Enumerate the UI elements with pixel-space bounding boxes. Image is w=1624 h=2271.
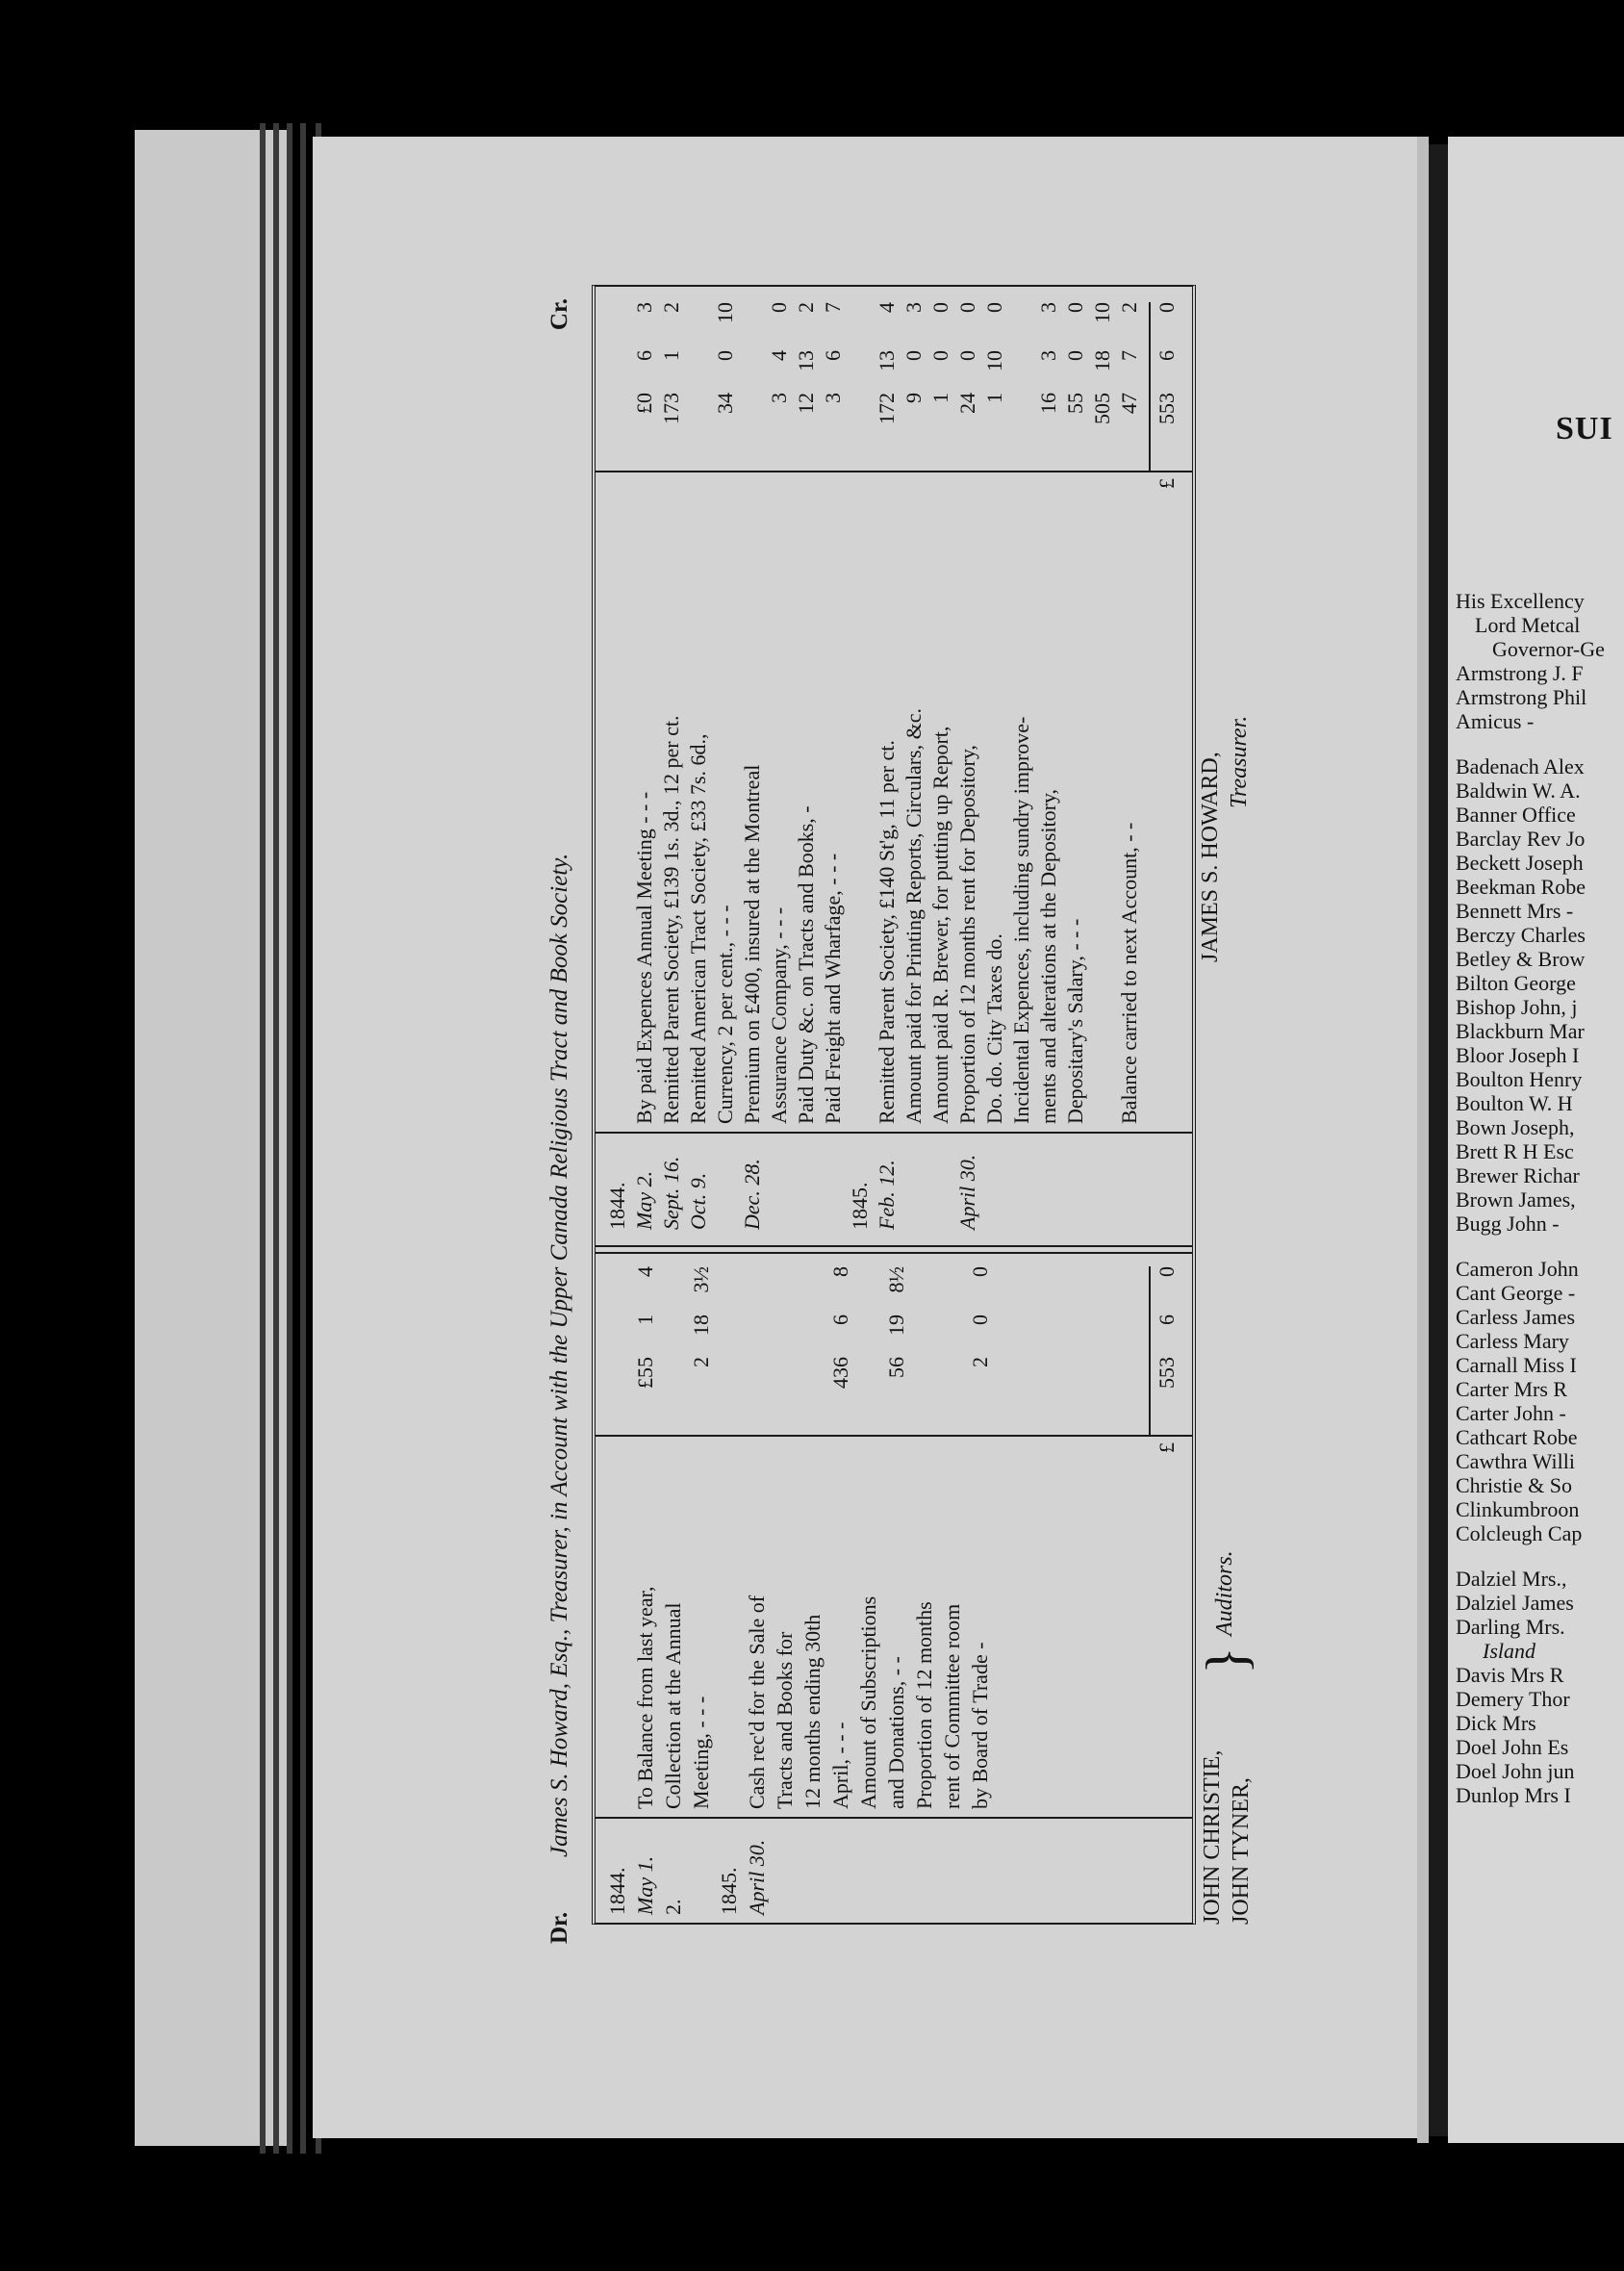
statement-heading: James S. Howard, Esq., Treasurer, in Account with the Upper Canada Religious Tract and Book Society. xyxy=(546,853,572,1857)
dr-label: Dr. xyxy=(546,1911,572,1944)
entry-description: Collection at the Annual xyxy=(661,1602,685,1809)
entry-shillings: 13 xyxy=(875,350,899,371)
subscriber-entry: Dunlop Mrs I xyxy=(1456,1783,1571,1807)
entry-description: Proportion of 12 months rent for Depository, xyxy=(955,745,979,1124)
subscriber-entry: Bilton George xyxy=(1456,971,1576,995)
entry-pence: 4 xyxy=(633,1266,657,1277)
entry-pounds: 56 xyxy=(884,1357,908,1378)
subscriber-entry: Armstrong Phil xyxy=(1456,685,1587,709)
subscriber-entry: Darling Mrs. xyxy=(1456,1615,1565,1639)
subscriber-entry: Carter John - xyxy=(1456,1401,1566,1425)
entry-date: May 2. xyxy=(632,1170,656,1230)
subscriber-entry: Carless Mary xyxy=(1456,1329,1569,1353)
entry-shillings: 0 xyxy=(928,350,952,361)
entry-shillings: 13 xyxy=(794,350,818,371)
entry-shillings: 0 xyxy=(955,350,979,361)
entry-shillings: 7 xyxy=(1117,350,1141,361)
subscriber-entry: Banner Office xyxy=(1456,803,1576,827)
ledger-total xyxy=(1153,1259,1181,1923)
entry-shillings: 1 xyxy=(633,1314,657,1325)
list-gap xyxy=(1456,733,1624,754)
entry-date: 2. xyxy=(661,1899,685,1915)
entry-pence: 2 xyxy=(794,302,818,313)
entry-date: 1844. xyxy=(605,1182,629,1230)
entry-pounds: £55 xyxy=(633,1357,657,1389)
entry-pounds: 1 xyxy=(928,393,952,403)
entry-description: and Donations, - - xyxy=(884,1656,908,1809)
entry-pence: 0 xyxy=(955,302,979,313)
entry-shillings: 6 xyxy=(632,350,656,361)
entry-pence: 3 xyxy=(632,302,656,313)
subscriber-entry: Clinkumbroon xyxy=(1456,1497,1580,1521)
entry-description: Amount paid R. Brewer, for putting up Report, xyxy=(928,726,952,1124)
total-pound-sign: £ xyxy=(1155,1442,1179,1453)
entry-pence: 8 xyxy=(828,1266,852,1277)
subscriber-entry: Blackburn Mar xyxy=(1456,1019,1585,1043)
entry-pounds: 34 xyxy=(713,393,737,414)
auditor-name: JOHN TYNER, xyxy=(1229,1777,1254,1925)
entry-pence: 8½ xyxy=(884,1266,908,1293)
column-rule xyxy=(596,1132,1192,1134)
entry-pounds: £0 xyxy=(632,393,656,414)
subscriber-entry: Cant George - xyxy=(1456,1281,1576,1305)
total-shillings: 6 xyxy=(1155,1314,1179,1325)
entry-description: Paid Freight and Wharfage, - - - xyxy=(821,853,845,1124)
subscriber-entry: Amicus - xyxy=(1456,709,1535,733)
entry-description: Incidental Expences, including sundry improve- xyxy=(1009,716,1033,1124)
subscriber-entry: Cameron John xyxy=(1456,1257,1579,1281)
subscriber-entry: Governor-Ge xyxy=(1492,637,1605,661)
subscriber-entry: Brewer Richar xyxy=(1456,1163,1580,1187)
entry-shillings: 6 xyxy=(821,350,845,361)
subscriber-entry: Cawthra Willi xyxy=(1456,1449,1575,1473)
total-rule xyxy=(1149,302,1151,472)
entry-description: 12 months ending 30th xyxy=(800,1614,825,1809)
entry-description: by Board of Trade - xyxy=(968,1642,992,1809)
column-rule xyxy=(596,1435,1192,1437)
subscriber-entry: Beckett Joseph xyxy=(1456,851,1584,875)
entry-pounds: 3 xyxy=(821,393,845,403)
auditors-label: Auditors. xyxy=(1212,1550,1237,1636)
entry-date: Feb. 12. xyxy=(875,1160,899,1230)
subscriber-entry: Bloor Joseph I xyxy=(1456,1043,1580,1067)
entry-pence: 0 xyxy=(982,302,1006,313)
entry-description: By paid Expences Annual Meeting - - - xyxy=(632,791,656,1124)
subscriber-entry: Davis Mrs R xyxy=(1456,1663,1564,1687)
subscriber-entry: Betley & Brow xyxy=(1456,947,1586,971)
entry-date: May 1. xyxy=(633,1855,657,1915)
cr-label: Cr. xyxy=(546,298,572,331)
total-pound-sign: £ xyxy=(1155,478,1179,489)
subscriber-entry: Beekman Robe xyxy=(1456,875,1586,899)
entry-pence: 0 xyxy=(767,302,791,313)
page-gutter xyxy=(1417,137,1429,2143)
subscriber-entry: Doel John Es xyxy=(1456,1735,1569,1759)
subscriber-entry: Island xyxy=(1483,1639,1535,1663)
subscriber-entry: Bennett Mrs - xyxy=(1456,899,1574,923)
ledger-table xyxy=(592,285,1196,1925)
subscriber-entry: Dick Mrs xyxy=(1456,1711,1536,1735)
entry-description: Proportion of 12 months xyxy=(912,1601,936,1809)
subscriber-entry: Bown Joseph, xyxy=(1456,1115,1575,1139)
entry-description: Depositary's Salary, - - - xyxy=(1063,918,1087,1124)
subscriber-entry: His Excellency xyxy=(1456,589,1585,613)
subscriber-entry: Barclay Rev Jo xyxy=(1456,827,1586,851)
entry-description: ments and alterations at the Depository, xyxy=(1036,788,1060,1124)
entry-pounds: 173 xyxy=(659,393,683,424)
auditor-name: JOHN CHRISTIE, xyxy=(1200,1749,1225,1925)
column-rule xyxy=(596,471,1192,472)
entry-pence: 3 xyxy=(1036,302,1060,313)
subscriber-entry: Badenach Alex xyxy=(1456,754,1585,778)
entry-description: Tracts and Books for xyxy=(773,1631,797,1809)
subscriber-entry: Dalziel James xyxy=(1456,1591,1574,1615)
entry-date: 1845. xyxy=(717,1867,741,1915)
entry-description: April, - - - xyxy=(828,1722,852,1809)
entry-pounds: 505 xyxy=(1090,393,1114,424)
entry-pounds: 172 xyxy=(875,393,899,424)
signatures-block xyxy=(1195,289,1332,1925)
entry-pence: 0 xyxy=(968,1266,992,1277)
entry-pence: 3 xyxy=(901,302,926,313)
entry-pounds: 16 xyxy=(1036,393,1060,414)
entry-description: Remitted Parent Society, £139 1s. 3d., 12 per ct. xyxy=(659,715,683,1124)
entry-description: Remitted Parent Society, £140 St'g, 11 per ct. xyxy=(875,740,899,1124)
entry-shillings: 4 xyxy=(767,350,791,361)
subscriber-entry: Carnall Miss I xyxy=(1456,1353,1577,1377)
entry-shillings: 0 xyxy=(968,1314,992,1325)
entry-description: To Balance from last year, xyxy=(633,1586,657,1809)
entry-pounds: 2 xyxy=(968,1357,992,1367)
entry-pounds: 12 xyxy=(794,393,818,414)
column-rule xyxy=(596,1817,1192,1819)
entry-date: 1845. xyxy=(848,1182,872,1230)
entry-description: Amount paid for Printing Reports, Circulars, &c. xyxy=(901,708,926,1124)
subscriber-entry: Cathcart Robe xyxy=(1456,1425,1578,1449)
total-pence: 0 xyxy=(1155,302,1179,313)
subscriber-entry: Doel John jun xyxy=(1456,1759,1575,1783)
subscriber-entry: Christie & So xyxy=(1456,1473,1573,1497)
book-spine xyxy=(1429,144,1448,2136)
entry-pounds: 9 xyxy=(901,393,926,403)
subscriber-list xyxy=(1456,589,1624,1807)
entry-shillings: 0 xyxy=(1063,350,1087,361)
list-gap xyxy=(1456,1545,1624,1567)
entry-pence: 10 xyxy=(1090,302,1114,323)
entry-pence: 0 xyxy=(928,302,952,313)
entry-pounds: 1 xyxy=(982,393,1006,403)
entry-description: Currency, 2 per cent., - - - xyxy=(713,905,737,1124)
entry-shillings: 0 xyxy=(713,350,737,361)
subscriber-entry: Demery Thor xyxy=(1456,1687,1570,1711)
entry-pounds: 55 xyxy=(1063,393,1087,414)
subscriber-entry: Berczy Charles xyxy=(1456,923,1586,947)
entry-shillings: 6 xyxy=(828,1314,852,1325)
subscriber-entry: Baldwin W. A. xyxy=(1456,778,1581,803)
subscriber-entry: Boulton Henry xyxy=(1456,1067,1583,1091)
center-divider xyxy=(596,1245,1192,1254)
entry-shillings: 3 xyxy=(1036,350,1060,361)
entry-pounds: 3 xyxy=(767,393,791,403)
entry-description: Meeting, - - - xyxy=(689,1696,713,1809)
subscriber-entry: Brown James, xyxy=(1456,1187,1576,1212)
subscriber-entry: Brett R H Esc xyxy=(1456,1139,1574,1163)
subscriber-entry: Bishop John, j xyxy=(1456,995,1578,1019)
list-gap xyxy=(1456,1236,1624,1257)
entry-pence: 4 xyxy=(875,302,899,313)
subscriber-entry: Lord Metcal xyxy=(1475,613,1581,637)
auditor-names xyxy=(1198,1750,1256,1925)
entry-description: Remitted American Tract Society, £33 7s. 6d., xyxy=(686,733,710,1124)
entry-shillings: 19 xyxy=(884,1314,908,1336)
subscriber-entry: Carter Mrs R xyxy=(1456,1377,1568,1401)
entry-date: Sept. 16. xyxy=(659,1156,683,1230)
entry-pounds: 436 xyxy=(828,1357,852,1389)
debit-side xyxy=(596,1259,1192,1923)
entry-pounds: 47 xyxy=(1117,393,1141,414)
entry-description: rent of Committee room xyxy=(940,1603,964,1809)
subscribers-page xyxy=(1448,137,1624,2143)
treasurer-label: Treasurer. xyxy=(1227,715,1252,808)
subscriber-entry: Armstrong J. F xyxy=(1456,661,1584,685)
entry-description: Balance carried to next Account, - - xyxy=(1117,822,1141,1124)
entry-pence: 3½ xyxy=(689,1266,713,1293)
subscriber-entry: Carless James xyxy=(1456,1305,1576,1329)
subscriber-entry: Dalziel Mrs., xyxy=(1456,1567,1567,1591)
subscriber-entry: Boulton W. H xyxy=(1456,1091,1573,1115)
entry-shillings: 1 xyxy=(659,350,683,361)
entry-pence: 2 xyxy=(1117,302,1141,313)
entry-description: Amount of Subscriptions xyxy=(856,1595,880,1809)
entry-description: Paid Duty &c. on Tracts and Books, - xyxy=(794,805,818,1124)
entry-description: Premium on £400, insured at the Montreal xyxy=(740,764,764,1124)
entry-date: Dec. 28. xyxy=(740,1159,764,1230)
entry-pence: 10 xyxy=(713,302,737,323)
entry-shillings: 10 xyxy=(982,350,1006,371)
brace-glyph: } xyxy=(1195,1646,1258,1674)
entry-date: Oct. 9. xyxy=(686,1172,710,1230)
entry-shillings: 18 xyxy=(1090,350,1114,371)
entry-shillings: 18 xyxy=(689,1314,713,1336)
entry-description: Cash rec'd for the Sale of xyxy=(745,1595,769,1809)
entry-pence: 2 xyxy=(659,302,683,313)
subscriber-entry: Bugg John - xyxy=(1456,1212,1560,1236)
subscriber-entry: Colcleugh Cap xyxy=(1456,1521,1583,1545)
entry-shillings: 0 xyxy=(901,350,926,361)
entry-description: Do. do. City Taxes do. xyxy=(982,933,1006,1124)
treasurer-name: JAMES S. HOWARD, xyxy=(1198,752,1223,962)
credit-side xyxy=(596,287,1192,1238)
entry-pounds: 2 xyxy=(689,1357,713,1367)
total-pounds: 553 xyxy=(1155,393,1179,424)
subscribers-heading: SUI xyxy=(1556,411,1613,447)
statement-title-line xyxy=(539,279,587,1944)
entry-pence: 7 xyxy=(821,302,845,313)
total-rule xyxy=(1149,1266,1151,1437)
entry-date: April 30. xyxy=(745,1839,769,1915)
total-pence: 0 xyxy=(1155,1266,1179,1277)
entry-pence: 0 xyxy=(1063,302,1087,313)
entry-date: 1844. xyxy=(605,1867,629,1915)
rotated-account-statement xyxy=(539,279,1337,1944)
ledger-total xyxy=(1153,287,1181,1238)
total-pounds: 553 xyxy=(1155,1357,1179,1389)
entry-description: Assurance Company, - - - xyxy=(767,906,791,1124)
entry-pounds: 24 xyxy=(955,393,979,414)
entry-date: April 30. xyxy=(955,1154,979,1230)
total-shillings: 6 xyxy=(1155,350,1179,361)
